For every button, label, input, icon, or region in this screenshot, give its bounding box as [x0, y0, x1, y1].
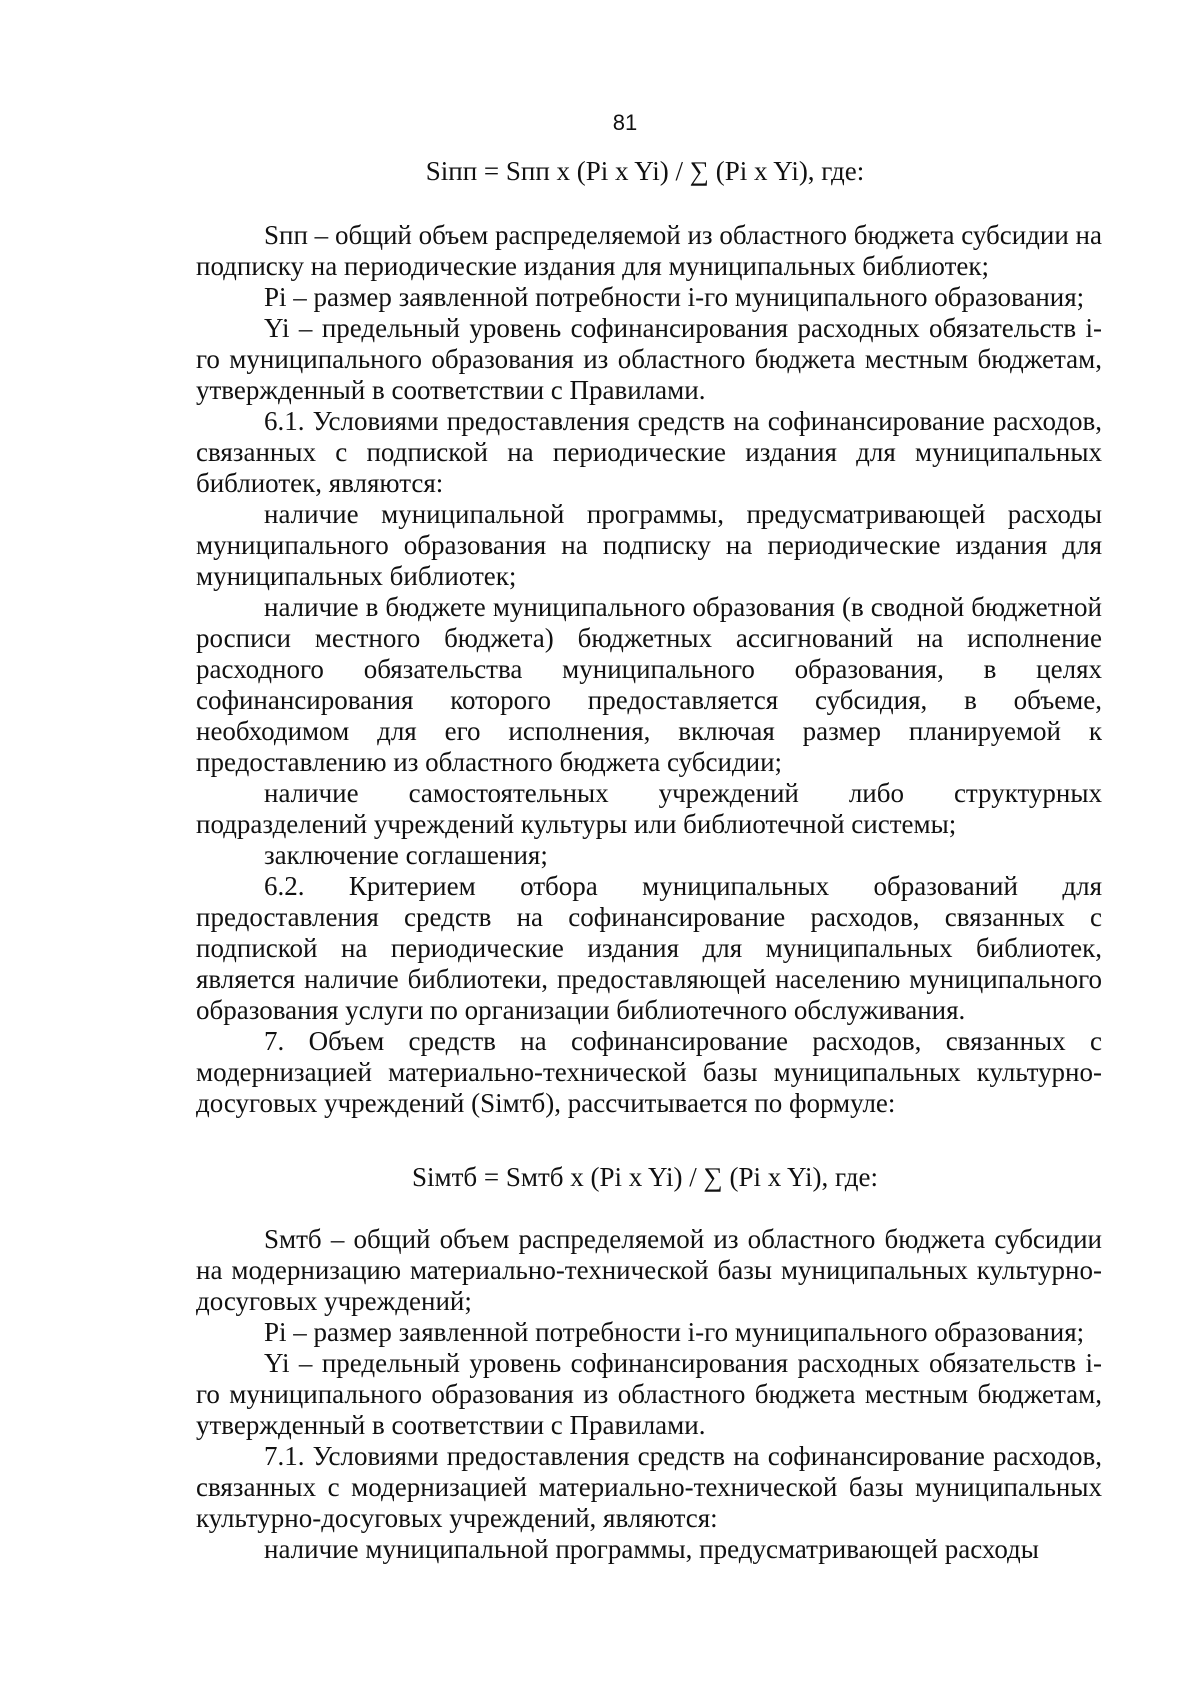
page-number: 81	[612, 110, 638, 135]
paragraph: наличие в бюджете муниципального образования (в сводной бюджетной росписи местного бюджета) бюджетных ассигнований на исполнение расходного обязательства муниципального образования, в целях софинансирования которого предоставляется субсидия, в объеме, необходимом для его исполнения, включая размер планируемой к предоставлению из областного бюджета субсидии;	[196, 592, 1102, 777]
paragraph: Pi – размер заявленной потребности i-го муниципального образования;	[264, 282, 1085, 312]
paragraph: Yi – предельный уровень софинансирования расходных обязательств i-го муниципального образования из областного бюджета местным бюджетам, утвержденный в соответствии с Правилами.	[196, 1348, 1102, 1440]
paragraph: Yi – предельный уровень софинансирования расходных обязательств i-го муниципального образования из областного бюджета местным бюджетам, утвержденный в соответствии с Правилами.	[196, 313, 1102, 405]
paragraph: 6.1. Условиями предоставления средств на софинансирование расходов, связанных с подпиской на периодические издания для муниципальных библиотек, являются:	[196, 406, 1102, 498]
paragraph: заключение соглашения;	[264, 840, 548, 870]
paragraph: 6.2. Критерием отбора муниципальных образований для предоставления средств на софинансирование расходов, связанных с подпиской на периодические издания для муниципальных библиотек, является наличие библиотеки, предоставляющей населению муниципального образования услуги по организации библиотечного обслуживания.	[196, 871, 1102, 1025]
paragraph: наличие муниципальной программы, предусматривающей расходы муниципального образования на подписку на периодические издания для муниципальных библиотек;	[196, 499, 1102, 591]
paragraph: Sмтб – общий объем распределяемой из областного бюджета субсидии на модернизацию материально-технической базы муниципальных культурно-досуговых учреждений;	[196, 1224, 1102, 1316]
paragraph: наличие муниципальной программы, предусматривающей расходы	[264, 1534, 1039, 1564]
formula-siпп: Siпп = Sпп x (Pi x Yi) / ∑ (Pi x Yi), где:	[425, 156, 865, 186]
text-block-2	[196, 1224, 1102, 1565]
paragraph: Pi – размер заявленной потребности i-го муниципального образования;	[264, 1317, 1085, 1347]
formula-siмтб: Siмтб = Sмтб x (Pi x Yi) / ∑ (Pi x Yi), где:	[412, 1162, 878, 1192]
text-block-1	[196, 220, 1102, 1119]
paragraph: Sпп – общий объем распределяемой из областного бюджета субсидии на подписку на периодические издания для муниципальных библиотек;	[196, 220, 1102, 281]
paragraph: наличие самостоятельных учреждений либо структурных подразделений учреждений культуры или библиотечной системы;	[196, 778, 1102, 839]
paragraph: 7. Объем средств на софинансирование расходов, связанных с модернизацией материально-технической базы муниципальных культурно-досуговых учреждений (Siмтб), рассчитывается по формуле:	[196, 1026, 1102, 1118]
paragraph: 7.1. Условиями предоставления средств на софинансирование расходов, связанных с модернизацией материально-технической базы муниципальных культурно-досуговых учреждений, являются:	[196, 1441, 1102, 1533]
